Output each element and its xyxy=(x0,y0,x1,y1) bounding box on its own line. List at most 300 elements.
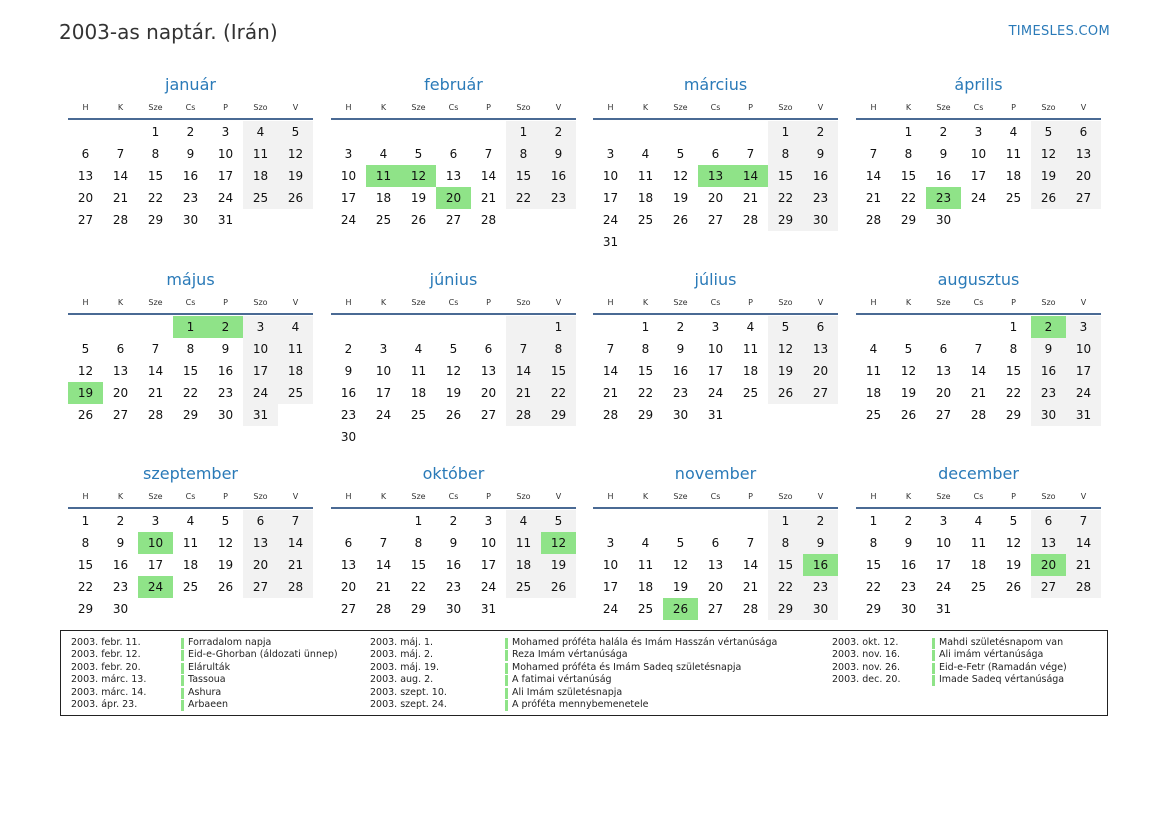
weekday-label: Szo xyxy=(778,492,793,501)
day-cell: 10 xyxy=(707,342,724,356)
day-cell: 11 xyxy=(506,532,541,554)
weekday-label: K xyxy=(642,492,649,501)
page-title: 2003-as naptár. (Irán) xyxy=(59,20,278,44)
day-cell: 11 xyxy=(243,143,278,165)
day-cell: 14 xyxy=(602,364,619,378)
weekday-label: H xyxy=(607,298,614,307)
legend-holiday-name: Reza Imám vértanúsága xyxy=(512,649,628,661)
weekday-label: Cs xyxy=(710,298,721,307)
day-cell: 9 xyxy=(449,536,458,550)
weekday-label: Sze xyxy=(936,298,951,307)
day-cell: 2 xyxy=(803,121,838,143)
day-cell: 18 xyxy=(637,191,654,205)
legend-date: 2003. dec. 20. xyxy=(832,674,901,686)
day-cell: 28 xyxy=(506,404,541,426)
day-cell: 5 xyxy=(768,316,803,338)
day-cell: 18 xyxy=(865,386,882,400)
day-cell: 25 xyxy=(970,580,987,594)
empty-cell xyxy=(926,316,961,338)
day-cell: 23 xyxy=(672,386,689,400)
empty-cell xyxy=(331,316,366,338)
day-cell: 2 xyxy=(186,125,195,139)
weekday-label: K xyxy=(117,103,124,112)
legend-item xyxy=(71,674,338,686)
day-cell: 24 xyxy=(340,213,357,227)
day-cell: 16 xyxy=(1031,360,1066,382)
day-cell: 26 xyxy=(217,580,234,594)
day-cell: 4 xyxy=(641,536,650,550)
day-cell: 6 xyxy=(81,147,90,161)
day-cell: 6 xyxy=(711,147,720,161)
day-cell: 30 xyxy=(182,213,199,227)
day-cell: 19 xyxy=(278,165,313,187)
day-cell: 12 xyxy=(278,143,313,165)
month-block xyxy=(856,463,1101,620)
day-cell: 7 xyxy=(116,147,125,161)
day-cell: 16 xyxy=(900,558,917,572)
day-cell: 1 xyxy=(768,121,803,143)
day-cell: 7 xyxy=(278,510,313,532)
day-cell: 29 xyxy=(147,213,164,227)
weekday-label: P xyxy=(486,492,491,501)
day-cell: 28 xyxy=(278,576,313,598)
holiday-day-cell: 13 xyxy=(698,165,733,187)
day-cell: 17 xyxy=(217,169,234,183)
day-cell: 7 xyxy=(746,147,755,161)
day-cell: 19 xyxy=(541,554,576,576)
day-cell: 31 xyxy=(707,408,724,422)
day-cell: 21 xyxy=(1066,554,1101,576)
empty-cell xyxy=(471,121,506,143)
empty-cell xyxy=(856,121,891,143)
day-cell: 19 xyxy=(672,580,689,594)
day-cell: 23 xyxy=(217,386,234,400)
day-cell: 24 xyxy=(602,213,619,227)
day-cell: 26 xyxy=(77,408,94,422)
day-cell: 25 xyxy=(278,382,313,404)
day-cell: 28 xyxy=(742,602,759,616)
holiday-day-cell: 23 xyxy=(926,187,961,209)
day-cell: 16 xyxy=(445,558,462,572)
weekday-label: H xyxy=(82,492,89,501)
empty-cell xyxy=(698,510,733,532)
legend-date: 2003. ápr. 23. xyxy=(71,698,138,710)
day-cell: 8 xyxy=(1009,342,1018,356)
empty-cell xyxy=(436,121,471,143)
month-name: április xyxy=(954,75,1003,94)
day-cell: 17 xyxy=(602,580,619,594)
empty-cell xyxy=(628,510,663,532)
day-cell: 16 xyxy=(217,364,234,378)
day-cell: 14 xyxy=(506,360,541,382)
day-cell: 9 xyxy=(344,364,353,378)
legend-column xyxy=(71,637,338,711)
legend-date: 2003. szept. 24. xyxy=(370,698,447,710)
day-grid xyxy=(68,316,313,426)
day-cell: 10 xyxy=(1066,338,1101,360)
empty-cell xyxy=(628,121,663,143)
month-name: május xyxy=(166,270,215,289)
legend-holiday-name: Ali imám vértanúsága xyxy=(939,649,1044,661)
day-grid xyxy=(856,121,1101,231)
day-cell: 26 xyxy=(1031,187,1066,209)
day-cell: 25 xyxy=(637,602,654,616)
day-cell: 7 xyxy=(506,338,541,360)
day-cell: 9 xyxy=(186,147,195,161)
day-cell: 2 xyxy=(116,514,125,528)
weekday-label: V xyxy=(817,103,824,112)
day-cell: 3 xyxy=(939,514,948,528)
day-cell: 21 xyxy=(112,191,129,205)
day-cell: 27 xyxy=(445,213,462,227)
weekday-label: Sze xyxy=(936,492,951,501)
legend-item xyxy=(370,637,777,649)
empty-cell xyxy=(436,316,471,338)
weekday-label: K xyxy=(117,492,124,501)
legend-date: 2003. szept. 10. xyxy=(370,686,447,698)
day-cell: 8 xyxy=(768,532,803,554)
day-cell: 23 xyxy=(541,187,576,209)
weekday-header xyxy=(68,490,313,509)
day-cell: 12 xyxy=(1031,143,1066,165)
day-cell: 27 xyxy=(707,602,724,616)
day-cell: 24 xyxy=(480,580,497,594)
day-cell: 30 xyxy=(900,602,917,616)
day-cell: 4 xyxy=(746,320,755,334)
empty-cell xyxy=(138,316,173,338)
day-cell: 18 xyxy=(410,386,427,400)
day-cell: 19 xyxy=(1031,165,1066,187)
day-cell: 3 xyxy=(711,320,720,334)
day-cell: 16 xyxy=(803,165,838,187)
empty-cell xyxy=(891,316,926,338)
day-cell: 17 xyxy=(1066,360,1101,382)
legend-holiday-name: Forradalom napja xyxy=(188,637,272,648)
day-cell: 6 xyxy=(711,536,720,550)
day-cell: 24 xyxy=(707,386,724,400)
legend-item xyxy=(71,699,338,711)
day-cell: 6 xyxy=(449,147,458,161)
weekday-label: Szo xyxy=(516,103,531,112)
month-block xyxy=(593,74,838,253)
day-cell: 12 xyxy=(217,536,234,550)
weekday-label: Cs xyxy=(185,492,196,501)
day-cell: 30 xyxy=(340,430,357,444)
weekday-label: K xyxy=(380,492,387,501)
day-cell: 26 xyxy=(768,382,803,404)
empty-cell xyxy=(506,316,541,338)
day-cell: 17 xyxy=(375,386,392,400)
day-cell: 20 xyxy=(1066,165,1101,187)
legend-item xyxy=(370,699,777,711)
legend-holiday-name: Elárulták xyxy=(188,661,231,673)
day-cell: 25 xyxy=(243,187,278,209)
day-cell: 19 xyxy=(672,191,689,205)
day-cell: 25 xyxy=(1005,191,1022,205)
legend-item xyxy=(71,649,338,661)
day-cell: 29 xyxy=(865,602,882,616)
day-cell: 14 xyxy=(278,532,313,554)
weekday-header xyxy=(68,101,313,120)
day-cell: 22 xyxy=(637,386,654,400)
day-cell: 17 xyxy=(340,191,357,205)
day-cell: 15 xyxy=(900,169,917,183)
legend-holiday-name: Ashura xyxy=(188,686,222,698)
day-cell: 11 xyxy=(182,536,199,550)
day-cell: 10 xyxy=(602,169,619,183)
day-cell: 5 xyxy=(278,121,313,143)
day-cell: 7 xyxy=(484,147,493,161)
weekday-label: H xyxy=(870,298,877,307)
day-cell: 31 xyxy=(602,235,619,249)
day-cell: 15 xyxy=(541,360,576,382)
legend-column xyxy=(832,637,1067,687)
day-cell: 9 xyxy=(116,536,125,550)
day-cell: 8 xyxy=(414,536,423,550)
weekday-label: Szo xyxy=(1041,298,1056,307)
day-cell: 4 xyxy=(379,147,388,161)
day-cell: 28 xyxy=(970,408,987,422)
day-cell: 18 xyxy=(742,364,759,378)
day-cell: 14 xyxy=(970,364,987,378)
legend-column xyxy=(370,637,777,711)
weekday-label: Cs xyxy=(973,492,984,501)
weekday-label: P xyxy=(748,492,753,501)
day-grid xyxy=(331,510,576,620)
day-cell: 13 xyxy=(935,364,952,378)
legend-item xyxy=(370,649,777,661)
day-grid xyxy=(856,316,1101,426)
day-cell: 27 xyxy=(803,382,838,404)
day-cell: 29 xyxy=(768,209,803,231)
day-cell: 8 xyxy=(186,342,195,356)
day-cell: 13 xyxy=(1031,532,1066,554)
day-cell: 18 xyxy=(506,554,541,576)
day-cell: 15 xyxy=(77,558,94,572)
day-cell: 11 xyxy=(278,338,313,360)
day-cell: 15 xyxy=(506,165,541,187)
empty-cell xyxy=(733,121,768,143)
holiday-day-cell: 24 xyxy=(138,576,173,598)
day-cell: 5 xyxy=(676,536,685,550)
month-block xyxy=(68,74,313,231)
day-cell: 11 xyxy=(970,536,987,550)
empty-cell xyxy=(68,121,103,143)
legend-item xyxy=(71,687,338,699)
legend-item xyxy=(832,649,1067,661)
day-cell: 5 xyxy=(1031,121,1066,143)
holiday-day-cell: 14 xyxy=(733,165,768,187)
day-cell: 22 xyxy=(410,580,427,594)
weekday-label: Cs xyxy=(448,492,459,501)
day-cell: 2 xyxy=(449,514,458,528)
day-cell: 8 xyxy=(81,536,90,550)
day-cell: 6 xyxy=(484,342,493,356)
day-cell: 18 xyxy=(182,558,199,572)
weekday-label: P xyxy=(1011,103,1016,112)
day-cell: 14 xyxy=(147,364,164,378)
day-cell: 16 xyxy=(340,386,357,400)
weekday-label: H xyxy=(345,103,352,112)
empty-cell xyxy=(103,316,138,338)
weekday-label: K xyxy=(380,103,387,112)
weekday-label: V xyxy=(817,492,824,501)
weekday-label: Cs xyxy=(710,492,721,501)
weekday-label: P xyxy=(748,298,753,307)
day-cell: 5 xyxy=(904,342,913,356)
weekday-label: P xyxy=(1011,298,1016,307)
weekday-header xyxy=(331,296,576,315)
day-cell: 2 xyxy=(803,510,838,532)
weekday-header xyxy=(331,101,576,120)
day-cell: 13 xyxy=(707,558,724,572)
day-cell: 13 xyxy=(480,364,497,378)
day-cell: 21 xyxy=(742,191,759,205)
day-cell: 21 xyxy=(865,191,882,205)
month-block xyxy=(331,269,576,448)
day-cell: 26 xyxy=(1005,580,1022,594)
month-block xyxy=(593,269,838,426)
day-cell: 5 xyxy=(449,342,458,356)
month-block xyxy=(68,269,313,426)
day-cell: 18 xyxy=(637,580,654,594)
day-cell: 1 xyxy=(641,320,650,334)
weekday-label: Sze xyxy=(673,492,688,501)
day-cell: 29 xyxy=(637,408,654,422)
weekday-label: Cs xyxy=(185,298,196,307)
day-cell: 28 xyxy=(480,213,497,227)
day-cell: 28 xyxy=(742,213,759,227)
day-cell: 7 xyxy=(379,536,388,550)
day-cell: 31 xyxy=(243,404,278,426)
holiday-day-cell: 16 xyxy=(803,554,838,576)
day-cell: 5 xyxy=(81,342,90,356)
day-cell: 8 xyxy=(541,338,576,360)
day-cell: 15 xyxy=(1005,364,1022,378)
day-cell: 10 xyxy=(375,364,392,378)
day-cell: 25 xyxy=(637,213,654,227)
weekday-label: P xyxy=(223,298,228,307)
day-cell: 7 xyxy=(974,342,983,356)
day-cell: 10 xyxy=(480,536,497,550)
day-cell: 21 xyxy=(970,386,987,400)
day-cell: 24 xyxy=(602,602,619,616)
day-cell: 29 xyxy=(182,408,199,422)
month-block xyxy=(331,74,576,231)
day-cell: 25 xyxy=(506,576,541,598)
day-cell: 3 xyxy=(1066,316,1101,338)
day-cell: 3 xyxy=(484,514,493,528)
empty-cell xyxy=(68,316,103,338)
empty-cell xyxy=(366,121,401,143)
day-cell: 22 xyxy=(182,386,199,400)
day-grid xyxy=(593,316,838,426)
weekday-label: Szo xyxy=(253,103,268,112)
holiday-legend xyxy=(60,630,1108,716)
day-cell: 16 xyxy=(112,558,129,572)
weekday-label: Sze xyxy=(411,492,426,501)
day-cell: 3 xyxy=(344,147,353,161)
day-cell: 4 xyxy=(1009,125,1018,139)
weekday-header xyxy=(856,490,1101,509)
day-cell: 22 xyxy=(541,382,576,404)
day-cell: 10 xyxy=(935,536,952,550)
month-name: szeptember xyxy=(142,464,238,483)
weekday-label: H xyxy=(870,103,877,112)
legend-holiday-name: Arbaeen xyxy=(188,698,228,710)
day-cell: 15 xyxy=(865,558,882,572)
weekday-label: Sze xyxy=(673,103,688,112)
day-cell: 26 xyxy=(445,408,462,422)
weekday-label: Cs xyxy=(185,103,196,112)
day-cell: 19 xyxy=(768,360,803,382)
day-cell: 21 xyxy=(480,191,497,205)
day-cell: 1 xyxy=(414,514,423,528)
day-cell: 25 xyxy=(375,213,392,227)
day-cell: 20 xyxy=(803,360,838,382)
day-cell: 30 xyxy=(672,408,689,422)
day-cell: 6 xyxy=(243,510,278,532)
holiday-day-cell: 12 xyxy=(541,532,576,554)
day-cell: 23 xyxy=(445,580,462,594)
day-cell: 15 xyxy=(637,364,654,378)
day-cell: 13 xyxy=(803,338,838,360)
day-cell: 20 xyxy=(480,386,497,400)
day-cell: 4 xyxy=(186,514,195,528)
empty-cell xyxy=(331,510,366,532)
day-cell: 13 xyxy=(243,532,278,554)
weekday-label: V xyxy=(1080,103,1087,112)
day-cell: 16 xyxy=(541,165,576,187)
legend-holiday-name: Mahdi születésnapom van xyxy=(939,637,1064,648)
weekday-label: Sze xyxy=(148,298,163,307)
weekday-label: H xyxy=(345,298,352,307)
day-cell: 9 xyxy=(803,532,838,554)
month-name: február xyxy=(424,75,483,94)
day-grid xyxy=(68,510,313,620)
holiday-day-cell: 10 xyxy=(138,532,173,554)
weekday-label: Cs xyxy=(973,103,984,112)
weekday-label: Szo xyxy=(1041,103,1056,112)
brand-link[interactable]: TIMESLES.COM xyxy=(1008,24,1110,39)
day-cell: 9 xyxy=(1031,338,1066,360)
day-grid xyxy=(593,121,838,253)
day-cell: 1 xyxy=(869,514,878,528)
weekday-label: H xyxy=(870,492,877,501)
day-cell: 3 xyxy=(974,125,983,139)
legend-date: 2003. nov. 26. xyxy=(832,661,901,673)
day-cell: 1 xyxy=(768,510,803,532)
empty-cell xyxy=(663,121,698,143)
day-cell: 9 xyxy=(939,147,948,161)
day-cell: 17 xyxy=(970,169,987,183)
day-cell: 28 xyxy=(1066,576,1101,598)
day-cell: 21 xyxy=(742,580,759,594)
weekday-label: P xyxy=(486,298,491,307)
day-cell: 8 xyxy=(641,342,650,356)
day-cell: 18 xyxy=(970,558,987,572)
empty-cell xyxy=(593,121,628,143)
weekday-label: P xyxy=(748,103,753,112)
day-cell: 14 xyxy=(112,169,129,183)
weekday-header xyxy=(593,296,838,315)
day-cell: 20 xyxy=(77,191,94,205)
day-cell: 20 xyxy=(243,554,278,576)
legend-holiday-name: Tassoua xyxy=(188,674,226,686)
holiday-day-cell: 11 xyxy=(366,165,401,187)
day-cell: 22 xyxy=(1005,386,1022,400)
weekday-label: P xyxy=(1011,492,1016,501)
